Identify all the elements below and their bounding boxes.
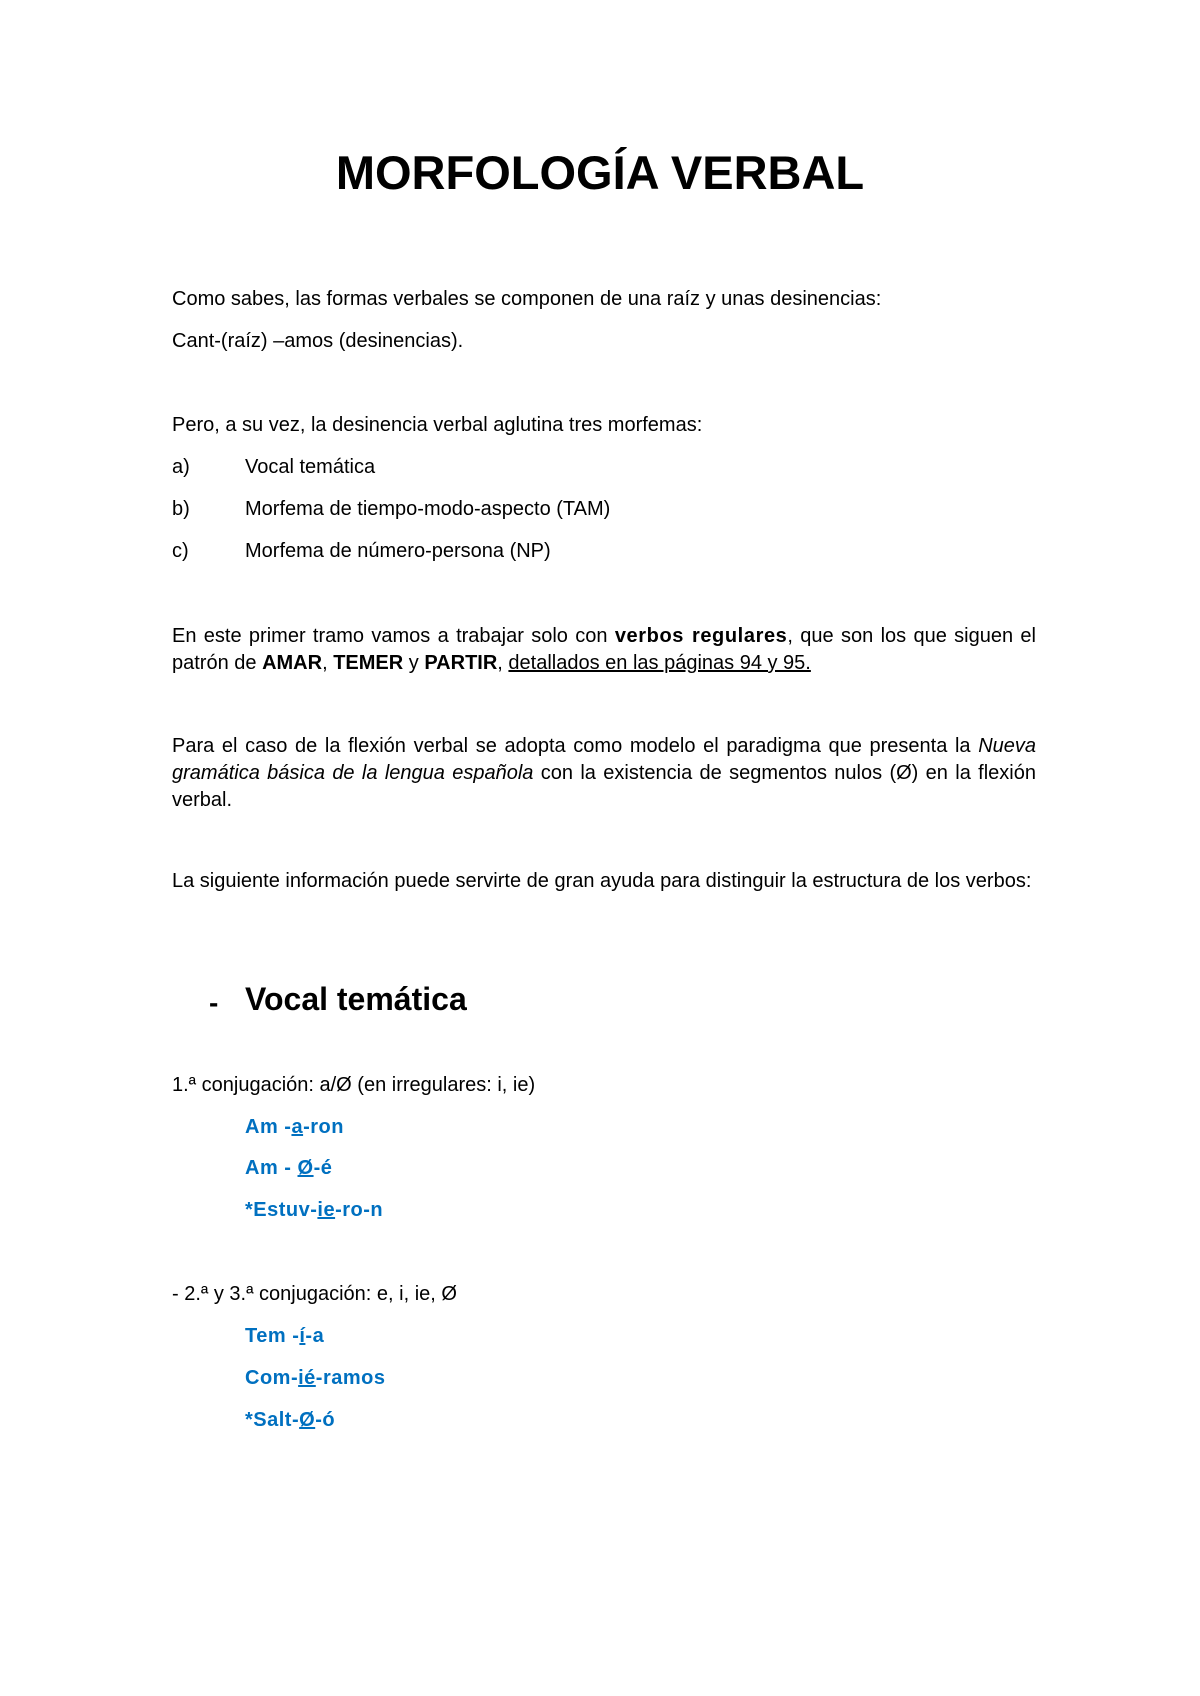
- thematic-vowel: Ø: [297, 1157, 314, 1179]
- thematic-vowel: Ø: [299, 1409, 316, 1431]
- example-verb: [245, 1365, 386, 1392]
- paradigm-text-2: con la existencia de segmentos nulos (Ø) en la flexión verbal.: [172, 762, 1036, 811]
- regular-sep-1: ,: [322, 652, 334, 674]
- list-item-letter: b): [172, 498, 190, 520]
- list-item-letter: c): [172, 540, 189, 562]
- example-ending: -a: [305, 1325, 325, 1347]
- amar-bold: AMAR: [262, 652, 323, 674]
- example-ending: -ron: [303, 1116, 344, 1138]
- regular-verbs-paragraph: [172, 623, 1036, 677]
- example-verb: [245, 1323, 324, 1350]
- thematic-vowel: ie: [317, 1199, 336, 1221]
- section-dash: -: [209, 987, 219, 1018]
- intro-line-1: Como sabes, las formas verbales se componen de una raíz y unas desinencias:: [172, 288, 882, 310]
- pages-reference: detallados en las páginas 94 y 95.: [508, 652, 811, 674]
- list-item-text: Vocal temática: [245, 456, 376, 478]
- example-stem: Tem -: [245, 1325, 300, 1347]
- list-item-letter: a): [172, 456, 190, 478]
- regular-sep-3: ,: [497, 652, 509, 674]
- example-verb: [245, 1407, 335, 1434]
- example-ending: -ó: [315, 1409, 336, 1431]
- page-title: MORFOLOGÍA VERBAL: [335, 146, 865, 199]
- paradigm-text-1: Para el caso de la flexión verbal se adopta como modelo el paradigma que presenta la: [172, 735, 979, 757]
- regular-text-1: En este primer tramo vamos a trabajar solo con: [172, 625, 615, 647]
- example-verb: [245, 1197, 383, 1224]
- example-stem: Com-: [245, 1367, 299, 1389]
- example-verb: [245, 1155, 332, 1182]
- help-paragraph: La siguiente información puede servirte de gran ayuda para distinguir la estructura de los verbos:: [172, 870, 1032, 892]
- first-conjugation-label: 1.ª conjugación: a/Ø (en irregulares: i, ie): [172, 1074, 536, 1096]
- list-item-text: Morfema de número-persona (NP): [245, 540, 551, 562]
- example-stem: Am -: [245, 1157, 298, 1179]
- section-heading: Vocal temática: [245, 981, 467, 1017]
- thematic-vowel: a: [291, 1116, 304, 1138]
- example-ending: -ramos: [315, 1367, 386, 1389]
- regular-sep-2: y: [403, 652, 425, 674]
- example-stem: Am -: [245, 1116, 292, 1138]
- example-stem: *Estuv-: [245, 1199, 318, 1221]
- temer-bold: TEMER: [333, 652, 404, 674]
- thematic-vowel: ié: [298, 1367, 316, 1389]
- paradigm-paragraph: [172, 733, 1036, 814]
- morphemes-lead: Pero, a su vez, la desinencia verbal aglutina tres morfemas:: [172, 414, 703, 436]
- example-ending: -ro-n: [335, 1199, 384, 1221]
- list-item-text: Morfema de tiempo-modo-aspecto (TAM): [245, 498, 611, 520]
- thematic-vowel: í: [299, 1325, 306, 1347]
- regular-verbs-bold: verbos regulares: [614, 625, 788, 647]
- example-stem: *Salt-: [245, 1409, 300, 1431]
- regular-text-2: , que son los que siguen el patrón de: [172, 625, 1037, 674]
- second-conjugation-label: - 2.ª y 3.ª conjugación: e, i, ie, Ø: [172, 1283, 457, 1305]
- grammar-book-title: Nueva gramática básica de la lengua española: [172, 735, 1036, 784]
- example-ending: -é: [313, 1157, 333, 1179]
- intro-line-2: Cant-(raíz) –amos (desinencias).: [172, 330, 464, 352]
- partir-bold: PARTIR: [424, 652, 498, 674]
- example-verb: [245, 1114, 344, 1141]
